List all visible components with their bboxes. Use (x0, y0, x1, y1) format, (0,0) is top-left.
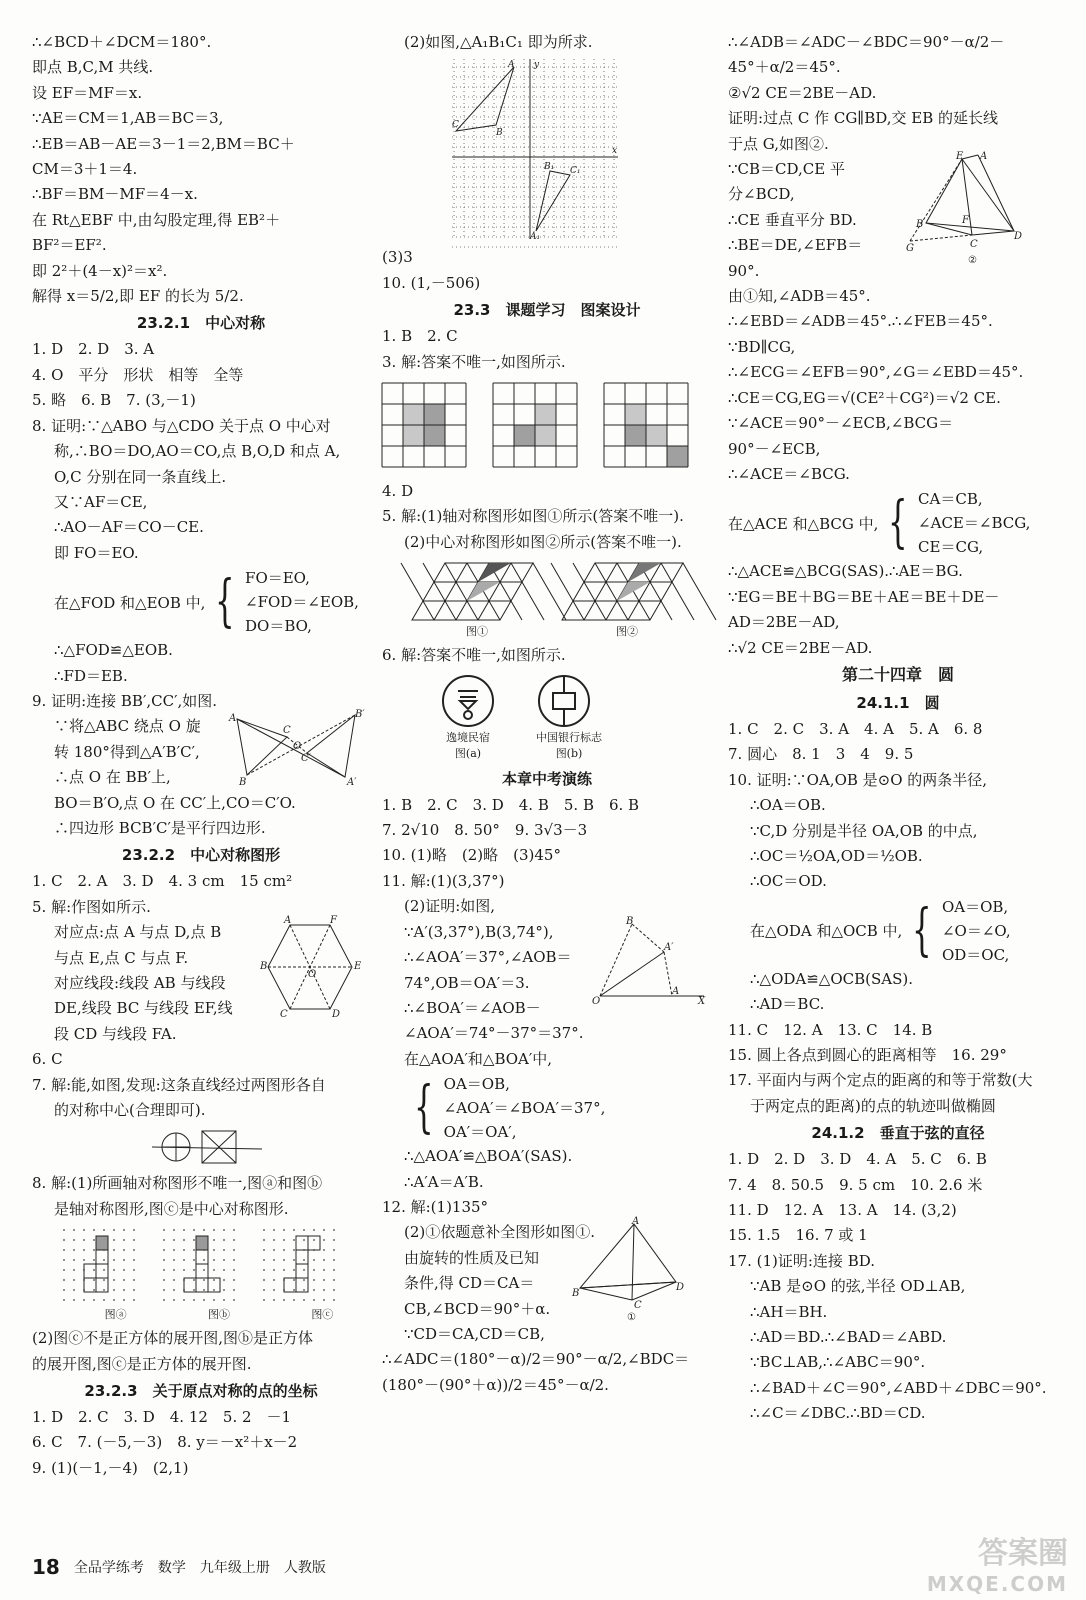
system-row: ∠AOA′＝∠BOA′＝37°, (443, 1099, 606, 1118)
text-line: 条件,得 CD＝CA＝ (404, 1274, 535, 1293)
text-line: 由①知,∠ADB＝45°. (728, 287, 871, 306)
text-line: 74°,OB＝OA′＝3. (404, 973, 530, 992)
svg-text:B: B (572, 1288, 580, 1300)
svg-text:B: B (916, 219, 924, 231)
text-line: 15. 1.5 16. 7 或 1 (728, 1226, 868, 1245)
text-line: ∵∠ACE＝90°－∠ECB,∠BCG＝ (728, 414, 954, 433)
system-lead: 在△ACE 和△BCG 中, (728, 514, 879, 533)
text-line: ∴A′A＝A′B. (404, 1172, 484, 1191)
section-title: 本章中考演练 (501, 769, 592, 788)
svg-text:D: D (1014, 231, 1023, 243)
text-line: ∴点 O 在 BB′上, (54, 768, 171, 787)
text-line: 6. C 7. (－5,－3) 8. y＝－x²＋x－2 (32, 1433, 298, 1452)
text-line: ∴OC＝½OA,OD＝½OB. (750, 846, 923, 865)
text-line: ∴∠ECG＝∠EFB＝90°,∠G＝∠EBD＝45°. (728, 363, 1024, 382)
text-line: 5. 解:(1)轴对称图形如图①所示(答案不唯一). (382, 507, 684, 526)
text-line: 6. 解:答案不唯一,如图所示. (382, 646, 566, 665)
text-line: ∴OC＝OD. (750, 872, 827, 891)
text-line: 1. D 2. D 3. D 4. A 5. C 6. B (728, 1150, 987, 1169)
text-line: 1. D 2. D 3. A (32, 340, 155, 359)
text-line: 1. B 2. C 3. D 4. B 5. B 6. B (382, 795, 640, 814)
text-line: 的展开图,图ⓒ是正方体的展开图. (32, 1354, 252, 1373)
brace-symbol: { (912, 897, 932, 963)
svg-text:B: B (496, 128, 503, 139)
text-line: 是轴对称图形,图ⓒ是中心对称图形. (54, 1199, 289, 1218)
logo-subcaption: 图(b) (555, 746, 583, 760)
subject: 数学 (157, 1560, 186, 1576)
text-line: O,C 分别在同一条直线上. (54, 467, 227, 486)
text-line: 9. (1)(－1,－4) (2,1) (32, 1458, 189, 1477)
middle-column (382, 30, 712, 1398)
rotation-triangle-figure-1 (572, 1216, 685, 1324)
text-line: ∴AD＝BD.∴∠BAD＝∠ABD. (750, 1328, 947, 1347)
text-line: ∴∠EBD＝∠ADB＝45°.∴∠FEB＝45°. (728, 312, 993, 331)
svg-text:B: B (239, 776, 247, 788)
text-line: 1. C 2. A 3. D 4. 3 cm 15 cm² (32, 872, 293, 891)
text-line: 90°. (728, 261, 760, 280)
svg-text:G: G (906, 243, 914, 255)
text-line: ∴∠ACE＝∠BCG. (728, 464, 850, 483)
figure-caption: ② (968, 255, 977, 267)
text-line: 3. 解:答案不唯一,如图所示. (382, 352, 566, 371)
svg-text:C: C (970, 239, 978, 251)
text-line: (2)证明:如图, (404, 897, 496, 916)
text-line: ∴△FOD≌△EOB. (54, 641, 173, 660)
text-line: 90°－∠ECB, (728, 439, 821, 458)
figure-caption: 图ⓐ (104, 1308, 127, 1322)
text-line: 7. 圆心 8. 1 3 4 9. 5 (728, 745, 914, 764)
svg-text:A′: A′ (347, 776, 357, 788)
symmetric-shapes-figure (32, 1127, 370, 1167)
system-row: ∠ACE＝∠BCG, (918, 514, 1031, 533)
text-line: 由旋转的性质及已知 (404, 1248, 540, 1267)
svg-text:C: C (280, 1008, 288, 1020)
logo-caption: 中国银行标志 (536, 730, 602, 744)
text-line: ∵将△ABC 绕点 O 旋 (54, 717, 201, 736)
text-line: ∵BD∥CG, (728, 337, 796, 356)
text-line: CM＝3＋1＝4. (32, 160, 138, 179)
text-line: ∴△AOA′≌△BOA′(SAS). (404, 1147, 573, 1166)
text-line: DE,线段 BC 与线段 EF,线 (54, 999, 233, 1018)
text-line: 即 FO＝EO. (54, 543, 139, 562)
svg-text:y: y (534, 60, 540, 71)
text-line: 11. D 12. A 13. A 14. (3,2) (728, 1201, 957, 1220)
right-column (728, 30, 1068, 1427)
text-line: ∵BC⊥AB,∴∠ABC＝90°. (750, 1353, 926, 1372)
text-line: 10. (1)略 (2)略 (3)45° (382, 846, 561, 865)
text-line: 17. (1)证明:连接 BD. (728, 1251, 875, 1270)
hexagon-figure (260, 914, 362, 1020)
svg-text:D: D (676, 1282, 685, 1294)
text-line: 45°＋α/2＝45°. (728, 58, 841, 77)
text-line: 即 2²＋(4－x)²＝x². (32, 261, 168, 280)
text-line: ∵EG＝BE＋BG＝BE＋AE＝BE＋DE－ (728, 587, 1000, 606)
text-line: 段 CD 与线段 FA. (54, 1024, 177, 1043)
svg-text:O: O (308, 968, 317, 980)
homestay-logo-icon (440, 673, 496, 729)
text-line: ∴∠ADB＝∠ADC－∠BDC＝90°－α/2－ (728, 33, 1005, 51)
figure-caption: 图① (466, 625, 488, 639)
text-line: ∴△ODA≌△OCB(SAS). (750, 969, 913, 988)
text-line: 对应线段:线段 AB 与线段 (54, 974, 226, 992)
text-line: 1. D 2. C 3. D 4. 12 5. 2 －1 (32, 1408, 292, 1427)
text-line: ∴AH＝BH. (750, 1302, 828, 1321)
equation-system (32, 566, 370, 638)
text-line: (2)中心对称图形如图②所示(答案不唯一). (404, 532, 682, 551)
section-title: 24.1.1 圆 (856, 693, 940, 712)
brace-symbol: { (888, 490, 909, 556)
text-line: ∴∠ADC＝(180°－α)/2＝90°－α/2,∠BDC＝ (382, 1350, 690, 1369)
text-line: ∴OA＝OB. (750, 796, 826, 815)
system-row: OD＝OC, (941, 945, 1010, 964)
svg-text:x: x (612, 146, 618, 157)
brace-symbol: { (414, 1075, 434, 1141)
figure-caption: 图ⓒ (311, 1308, 334, 1322)
text-line: 11. 解:(1)(3,37°) (382, 871, 505, 890)
system-row: OA＝OB, (941, 897, 1009, 916)
polar-triangle-figure (592, 916, 707, 1006)
text-line: 即点 B,C,M 共线. (32, 58, 154, 77)
system-lead: 在△ODA 和△OCB 中, (750, 922, 903, 941)
text-line: BF²＝EF². (32, 236, 107, 255)
text-line: ∵AB 是⊙O 的弦,半径 OD⊥AB, (750, 1277, 966, 1296)
text-line: 证明:过点 C 作 CG∥BD,交 EB 的延长线 (728, 109, 999, 128)
text-line: 在 Rt△EBF 中,由勾股定理,得 EB²＋ (32, 210, 281, 229)
text-line: ∴∠C＝∠DBC.∴BD＝CD. (750, 1404, 926, 1423)
svg-text:O: O (293, 740, 302, 752)
text-line: 12. 解:(1)135° (382, 1197, 489, 1216)
triangle-grid-figures (382, 559, 712, 639)
system-lead: 在△FOD 和△EOB 中, (54, 593, 206, 612)
text-line: 的对称中心(合理即可). (54, 1101, 206, 1120)
chapter-title: 第二十四章 圆 (841, 664, 954, 684)
text-line: ∴AD＝BC. (750, 995, 825, 1014)
parallelogram-figure (227, 709, 367, 787)
text-line: 7. 4 8. 50.5 9. 5 cm 10. 2.6 米 (728, 1175, 983, 1194)
text-line: 与点 E,点 C 与点 F. (54, 948, 189, 967)
text-line: AD＝2BE－AD, (728, 613, 840, 632)
watermark-logo-text: 答案圈 (978, 1536, 1068, 1571)
svg-text:E: E (956, 151, 964, 163)
text-line: 8. 证明:∵△ABO 与△CDO 关于点 O 中心对 (32, 416, 331, 435)
svg-text:C: C (283, 724, 291, 736)
svg-text:C′: C′ (301, 752, 311, 764)
text-line: 4. O 平分 形状 相等 全等 (32, 365, 244, 384)
text-line: 5. 略 6. B 7. (3,－1) (32, 391, 196, 410)
coordinate-graph (382, 59, 712, 241)
text-line: 6. C (32, 1050, 63, 1069)
text-line: 又∵AF＝CE, (54, 492, 148, 511)
text-line: ∴四边形 BCB′C′是平行四边形. (54, 818, 266, 837)
text-line: (180°－(90°＋α))/2＝45°－α/2. (382, 1375, 609, 1394)
text-line: 转 180°得到△A′B′C′, (54, 742, 200, 761)
text-line: ②√2 CE＝2BE－AD. (728, 83, 877, 102)
text-line: ∴∠AOA′＝37°,∠AOB＝ (404, 948, 572, 967)
text-line: 7. 解:能,如图,发现:这条直线经过两图形各自 (32, 1075, 326, 1094)
system-row: ∠O＝∠O, (941, 921, 1011, 940)
text-line: 15. 圆上各点到圆心的距离相等 16. 29° (728, 1046, 1007, 1064)
section-title: 23.2.2 中心对称图形 (121, 846, 281, 865)
text-line: 5. 解:作图如所示. (32, 897, 151, 916)
text-line: ∴∠BOA′＝∠AOB－ (404, 998, 541, 1017)
text-line: 1. B 2. C (382, 327, 458, 346)
equation-system (728, 895, 1068, 967)
text-line: ∴CE＝CG,EG＝√(CE²＋CG²)＝√2 CE. (728, 388, 1001, 407)
text-line: (2)图ⓒ不是正方体的展开图,图ⓑ是正方体 (32, 1329, 314, 1348)
svg-text:A₁: A₁ (530, 232, 541, 243)
page-number: 18 (32, 1555, 60, 1579)
svg-text:C: C (634, 1300, 642, 1312)
svg-text:A: A (508, 60, 515, 71)
text-line: ∠AOA′＝74°－37°＝37°. (404, 1024, 584, 1043)
equation-system (728, 487, 1068, 559)
text-line: 10. (1,－506) (382, 273, 481, 292)
text-line: ∴FD＝EB. (54, 666, 128, 685)
text-line: ∵C,D 分别是半径 OA,OB 的中点, (750, 821, 978, 840)
svg-text:X: X (698, 996, 706, 1008)
text-line: 分∠BCD, (728, 185, 795, 204)
svg-text:D: D (332, 1008, 341, 1020)
logo-figures (382, 673, 712, 761)
text-line: 10. 证明:∵OA,OB 是⊙O 的两条半径, (728, 770, 988, 789)
svg-text:A: A (980, 151, 988, 163)
pattern-design-grids (382, 379, 712, 475)
logo-subcaption: 图(a) (454, 746, 482, 760)
svg-text:A: A (284, 914, 292, 926)
text-line: ∴BE＝DE,∠EFB＝ (728, 236, 863, 255)
figure-caption: 图ⓑ (207, 1308, 230, 1322)
text-line: ∵CB＝CD,CE 平 (728, 160, 845, 179)
text-line: ∵CD＝CA,CD＝CB, (404, 1324, 545, 1343)
system-row: DO＝BO, (245, 617, 312, 636)
text-line: ∴∠BCD＋∠DCM＝180°. (32, 33, 212, 51)
text-line: ∴√2 CE＝2BE－AD. (728, 638, 873, 657)
text-line: 9. 证明:连接 BB′,CC′,如图. (32, 691, 218, 710)
text-line: 设 EF＝MF＝x. (32, 83, 143, 102)
left-top-block (32, 30, 370, 309)
brace-symbol: { (215, 569, 236, 635)
text-line: 8. 解:(1)所画轴对称图形不唯一,图ⓐ和图ⓑ (32, 1174, 323, 1193)
text-line: ∴BF＝BM－MF＝4－x. (32, 185, 198, 204)
text-line: 称,∴BO＝DO,AO＝CO,点 B,O,D 和点 A, (54, 442, 341, 461)
watermark-logo (878, 1528, 1068, 1596)
svg-text:A: A (632, 1216, 640, 1228)
text-line: (3)3 (382, 248, 413, 267)
text-line: ∴EB＝AB－AE＝3－1＝2,BM＝BC＋ (32, 134, 295, 153)
svg-text:B: B (260, 960, 268, 972)
svg-text:C₁: C₁ (570, 166, 581, 177)
figure-caption: 图② (616, 625, 638, 639)
system-row: CA＝CB, (918, 490, 983, 509)
text-line: 于点 G,如图②. (728, 134, 829, 153)
text-line: 于两定点的距离)的点的轨迹叫做椭圆 (750, 1096, 996, 1115)
svg-text:A: A (229, 712, 237, 724)
svg-text:B: B (626, 916, 634, 928)
text-line: ∴AO－AF＝CO－CE. (54, 518, 204, 537)
system-row: FO＝EO, (245, 569, 310, 588)
svg-text:A: A (672, 986, 680, 998)
svg-text:F: F (962, 215, 969, 227)
rotation-triangle-figure-2 (906, 151, 1056, 269)
page-footer (32, 1554, 326, 1580)
text-line: 7. 2√10 8. 50° 9. 3√3－3 (382, 821, 588, 840)
watermark-url: MXQE.COM (926, 1572, 1068, 1596)
system-row: OA′＝OA′, (443, 1123, 517, 1142)
cube-net-grids (32, 1226, 370, 1322)
text-line: (2)①依题意补全图形如图①. (404, 1223, 596, 1242)
svg-text:B′: B′ (355, 708, 365, 720)
system-row: ∠FOD＝∠EOB, (245, 593, 359, 612)
section-title: 23.2.3 关于原点对称的点的坐标 (84, 1382, 318, 1401)
text-line: 1. C 2. C 3. A 4. A 5. A 6. 8 (728, 719, 983, 738)
text-line: 4. D (382, 482, 414, 501)
text-line: (2)如图,△A₁B₁C₁ 即为所求. (404, 33, 593, 51)
section-title: 23.3 课题学习 图案设计 (453, 301, 641, 320)
system-row: OA＝OB, (443, 1075, 510, 1094)
svg-text:E: E (354, 960, 362, 972)
text-line: ∴∠BAD＋∠C＝90°,∠ABD＋∠DBC＝90°. (750, 1378, 1047, 1397)
series-name: 全品学练考 (73, 1560, 144, 1576)
bank-of-china-logo-icon (536, 673, 592, 729)
text-line: 在△AOA′和△BOA′中, (404, 1049, 553, 1068)
text-line: ∵AE＝CM＝1,AB＝BC＝3, (32, 109, 224, 128)
svg-text:B₁: B₁ (544, 162, 555, 173)
svg-text:F: F (330, 914, 337, 926)
edition: 人教版 (283, 1560, 326, 1576)
system-row: CE＝CG, (918, 538, 984, 557)
logo-caption: 逸境民宿 (446, 730, 490, 744)
section-title: 23.2.1 中心对称 (136, 314, 266, 333)
text-line: ∴△ACE≌△BCG(SAS).∴AE＝BG. (728, 562, 963, 581)
text-line: CB,∠BCD＝90°＋α. (404, 1299, 551, 1318)
svg-text:O: O (592, 996, 601, 1008)
text-line: 解得 x＝5/2,即 EF 的长为 5/2. (32, 287, 244, 306)
svg-text:C: C (452, 120, 459, 131)
figure-caption: ① (627, 1312, 636, 1324)
left-column (32, 30, 370, 1481)
svg-text:A′: A′ (664, 942, 674, 954)
text-line: BO＝B′O,点 O 在 CC′上,CO＝C′O. (54, 793, 296, 812)
section-title: 24.1.2 垂直于弦的直径 (811, 1124, 985, 1143)
equation-system (382, 1072, 712, 1144)
text-line: 17. 平面内与两个定点的距离的和等于常数(大 (728, 1071, 1033, 1090)
text-line: ∴CE 垂直平分 BD. (728, 210, 857, 229)
text-line: 对应点:点 A 与点 D,点 B (54, 923, 222, 942)
grade: 九年级上册 (199, 1560, 270, 1576)
text-line: 11. C 12. A 13. C 14. B (728, 1020, 933, 1039)
text-line: ∵A′(3,37°),B(3,74°), (404, 922, 554, 941)
